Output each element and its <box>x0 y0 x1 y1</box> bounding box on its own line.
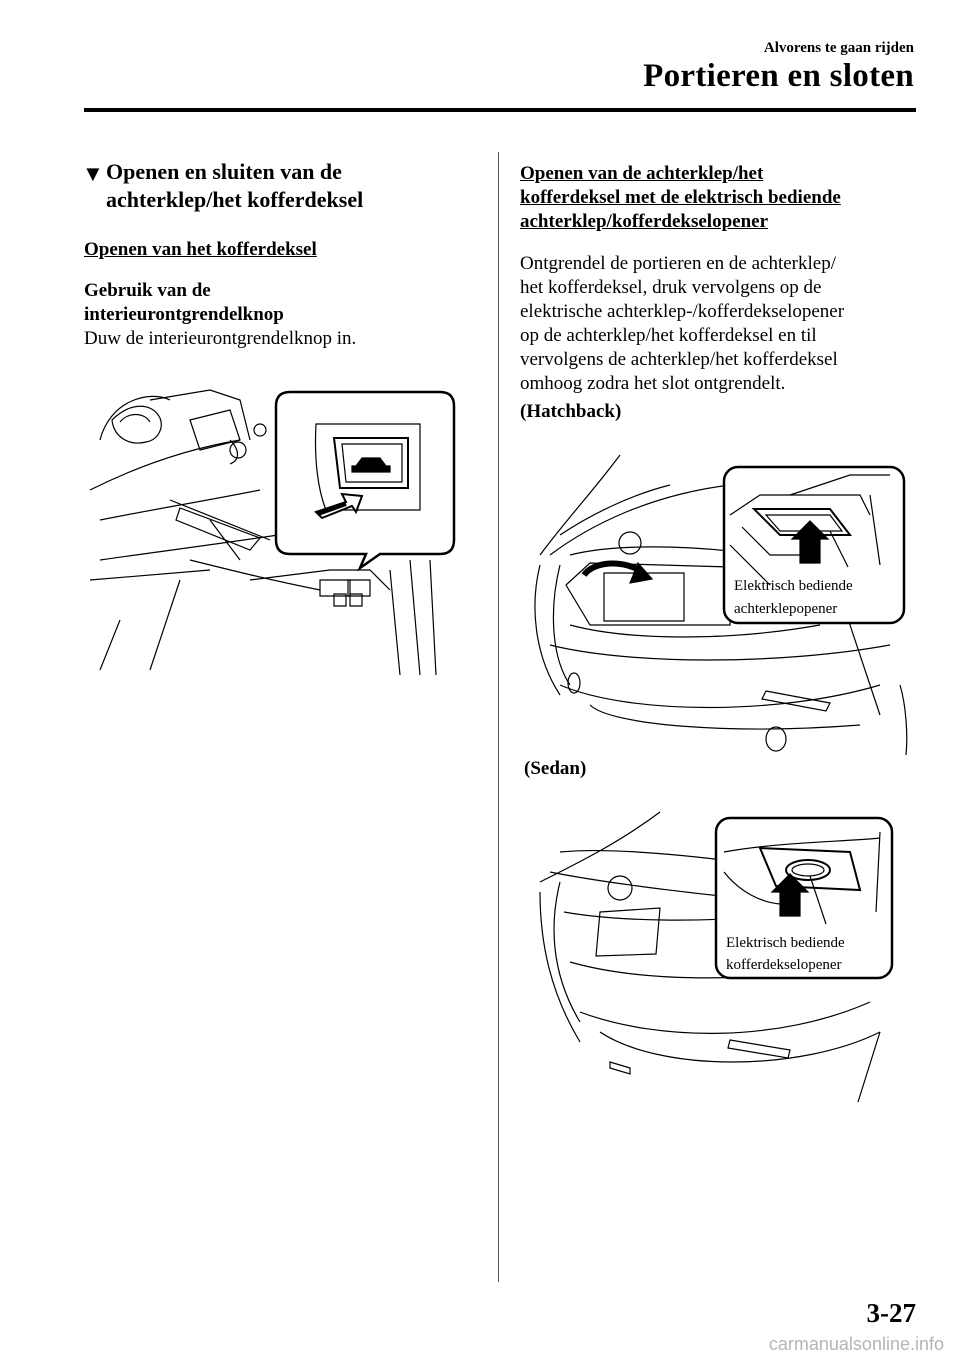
hatchback-callout-line-1: Elektrisch bediende <box>734 578 853 594</box>
paragraph-line: Ontgrendel de portieren en de achterklep/ <box>520 253 836 274</box>
hatchback-label: (Hatchback) <box>520 401 622 422</box>
paragraph-line: vervolgens de achterklep/het kofferdeksel <box>520 349 838 370</box>
right-subsection-line-2: kofferdeksel met de elektrisch bediende <box>520 187 841 208</box>
section-heading <box>82 158 482 214</box>
heading-line-1: Gebruik van de <box>84 280 211 301</box>
paragraph-line: het kofferdeksel, druk vervolgens op de <box>520 277 822 298</box>
page-number: 3-27 <box>866 1298 916 1328</box>
hatchback-illustration <box>530 455 920 755</box>
sedan-illustration <box>540 812 900 1102</box>
header-rule <box>84 108 916 112</box>
subsection-title: Openen van het kofferdeksel <box>84 239 317 260</box>
right-subsection-line-3: achterklep/kofferdekselopener <box>520 211 769 232</box>
body-text: Duw de interieurontgrendelknop in. <box>84 328 357 349</box>
paragraph-line: elektrische achterklep-/kofferdekselopener <box>520 301 845 322</box>
right-subsection-line-1: Openen van de achterklep/het <box>520 163 764 184</box>
paragraph-line: op de achterklep/het kofferdeksel en til <box>520 325 817 346</box>
sedan-callout-line-2: kofferdekselopener <box>726 957 842 973</box>
section-marker-icon: ▼ <box>82 161 104 186</box>
sedan-label: (Sedan) <box>524 758 587 779</box>
sedan-callout-line-1: Elektrisch bediende <box>726 935 845 951</box>
paragraph-line: omhoog zodra het slot ontgrendelt. <box>520 373 786 394</box>
chapter-title: Alvorens te gaan rijden <box>763 40 914 56</box>
page-title: Portieren en sloten <box>643 58 914 94</box>
section-title: Openen en sluiten van de achterklep/het kofferdeksel <box>106 159 364 212</box>
hatchback-callout-line-2: achterklepopener <box>734 601 838 617</box>
watermark: carmanualsonline.info <box>768 1334 944 1354</box>
column-divider <box>498 152 499 1282</box>
interior-release-illustration <box>90 380 470 680</box>
heading-line-2: interieurontgrendelknop <box>84 304 284 325</box>
